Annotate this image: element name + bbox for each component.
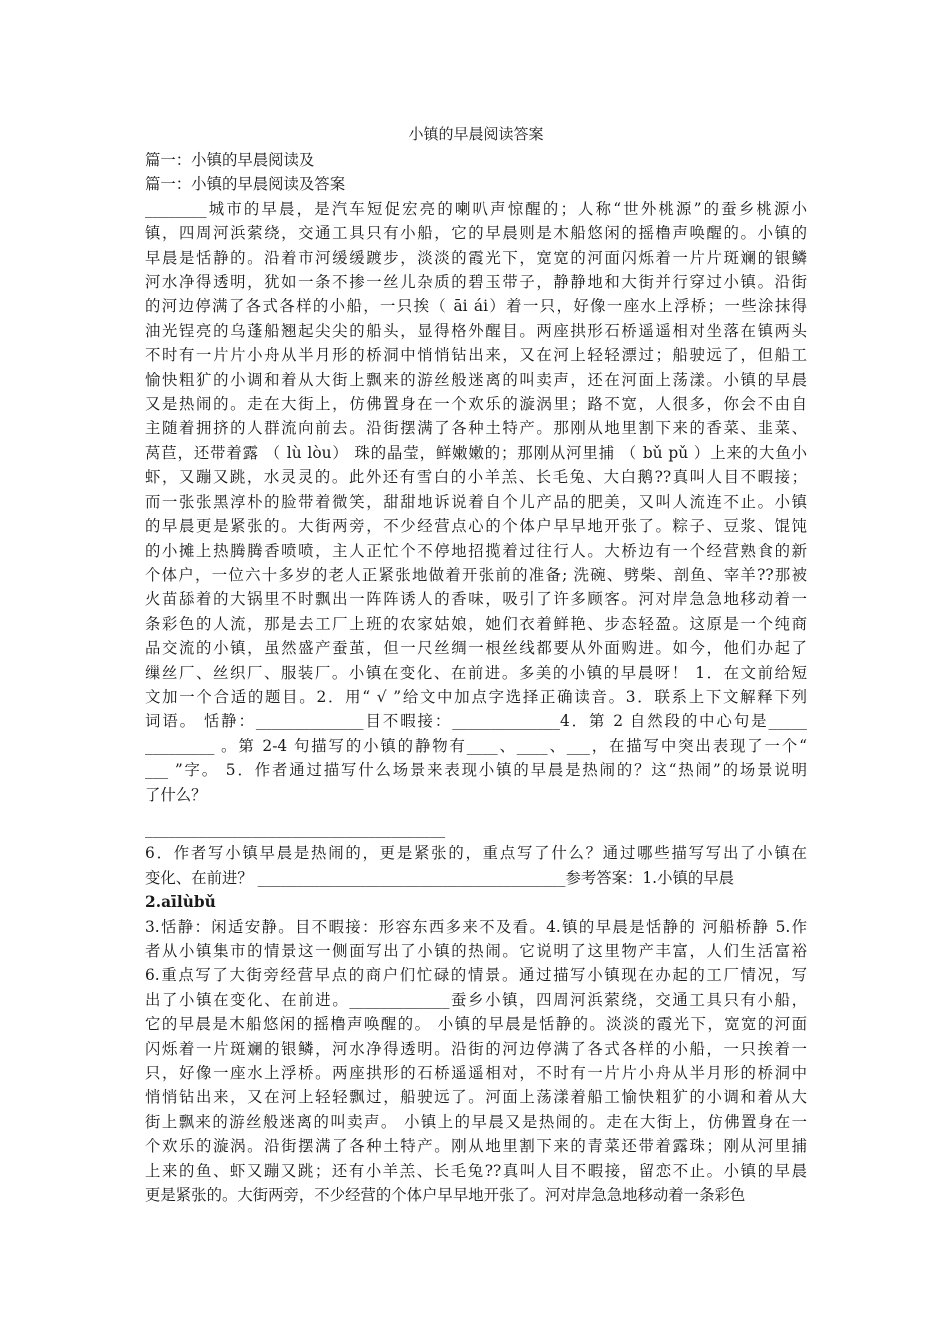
text-line: 了什么？ [145, 785, 207, 804]
text-line: 悄悄钻出来，又在河上轻轻飘过，船驶远了。河面上荡漾着船工愉快粗犷的小调和着从大 [145, 1088, 807, 1107]
text-line: 的早晨更是紧张的。大街两旁，不少经营点心的个体户早早地开张了。粽子、豆浆、馄饨 [145, 517, 807, 536]
text-line: 个欢乐的漩涡。沿街摆满了各种土特产。刚从地里割下来的青菜还带着露珠；刚从河里捕 [145, 1137, 807, 1156]
text-line: 的小摊上热腾腾香喷喷，主人正忙个不停地招揽着过往行人。大桥边有一个经营熟食的新 [145, 541, 807, 560]
text-line: 火苗舔着的大锅里不时飘出一阵阵诱人的香味，吸引了许多顾客。河对岸急急地移动着一 [145, 590, 807, 609]
text-line: ___ ”字。 5．作者通过描写什么场景来表现小镇的早晨是热闹的？这“热闹”的场景说明 [145, 761, 807, 780]
text-line: _________ 。第 2-4 句描写的小镇的静物有____、____、___，在描写中突出表现了一个“ [145, 736, 807, 755]
pinyin-answer: 2.aīlùbǔ [145, 893, 216, 912]
text-line: 条彩色的人流，那是去工厂上班的农家姑娘，她们衣着鲜艳、步态轻盈。这原是一个纯商 [145, 614, 807, 633]
text-line: 上来的鱼、虾又蹦又跳；还有小羊羔、长毛兔??真叫人目不暇接，留恋不止。小镇的早晨 [145, 1161, 807, 1180]
text-line: 词语。 恬静：______________目不暇接：______________4．第 2 自然段的中心句是_____ [145, 712, 807, 731]
question-six [145, 841, 807, 890]
answer-separator: _______________________________________ [145, 819, 446, 838]
text-line: 缫丝厂、丝织厂、服装厂。小镇在变化、在前进。多美的小镇的早晨呀！ 1．在文前给短 [145, 663, 807, 682]
text-line: 更是紧张的。大街两旁，不少经营的个体户早早地开张了。河对岸急急地移动着一条彩色 [145, 1186, 746, 1205]
text-line: 闪烁着一片斑斓的银鳞，河水净得透明。沿街的河边停满了各式各样的小船，一只挨着一 [145, 1039, 807, 1058]
answer-body [145, 915, 807, 1208]
text-line: 街上飘来的游丝般迷离的叫卖声。 小镇上的早晨又是热闹的。走在大街上，仿佛置身在一 [145, 1112, 807, 1131]
text-line: 它的早晨是木船悠闲的摇橹声唤醒的。 小镇的早晨是恬静的。淡淡的霞光下，宽宽的河面 [145, 1015, 807, 1034]
text-line: 篇一：小镇的早晨阅读及答案 [145, 175, 346, 194]
text-line: 只，好像一座水上浮桥。两座拱形的石桥遥遥相对，不时有一片片小舟从半月形的桥洞中 [145, 1064, 807, 1083]
text-line: 愉快粗犷的小调和着从大街上飘来的游丝般迷离的叫卖声，还在河面上荡漾。小镇的早晨 [145, 370, 807, 389]
text-line: 3.恬静：闲适安静。目不暇接：形容东西多来不及看。4.镇的早晨是恬静的 河船桥静 5.作 [145, 917, 807, 936]
text-line: 变化、在前进？ ________________________________________参考答案：1.小镇的早晨 [145, 868, 735, 887]
text-line: 而一张张黑淳朴的脸带着微笑，甜甜地诉说着自个儿产品的肥美，又叫人流连不止。小镇 [145, 492, 807, 511]
text-line: 主随着拥挤的人群流向前去。沿街摆满了各种土特产。那刚从地里割下来的香菜、韭菜、 [145, 419, 807, 438]
text-line: 莴苣，还带着露 （ lù lòu） 珠的晶莹，鲜嫩嫩的；那刚从河里捕 （ bǔ pǔ ）上来的大鱼小 [145, 443, 807, 462]
text-line: 不时有一片片小舟从半月形的桥洞中悄悄钻出来，又在河上轻轻漂过；船驶远了，但船工 [145, 346, 807, 365]
text-line: 出了小镇在变化、在前进。_____________蚕乡小镇，四周河浜萦绕，交通工具只有小船， [145, 990, 807, 1009]
document-title: 小镇的早晨阅读答案 [408, 125, 544, 143]
text-line: 个体户，一位六十多岁的老人正紧张地做着开张前的准备; 洗碗、劈柴、剖鱼、宰羊??那被 [145, 565, 807, 584]
text-line: 河水净得透明，犹如一条不掺一丝儿杂质的碧玉带子，静静地和大街并行穿过小镇。沿街 [145, 273, 807, 292]
text-line: 6.重点写了大街旁经营早点的商户们忙碌的情景。通过描写小镇现在办起的工厂情况，写 [145, 966, 807, 985]
text-line: 品交流的小镇，虽然盛产蚕茧，但一尺丝绸一根丝线都要从外面购进。如今，他们办起了 [145, 639, 807, 658]
text-line: ________城市的早晨，是汽车短促宏亮的喇叭声惊醒的；人称“世外桃源”的蚕乡桃源小 [145, 199, 807, 218]
text-line: 篇一：小镇的早晨阅读及 [145, 151, 315, 169]
text-line: 文加一个合适的题目。2．用“ √ ”给文中加点字选择正确读音。3．联系上下文解释下列 [145, 687, 807, 706]
spacer [145, 807, 807, 817]
text-line: 虾，又蹦又跳，水灵灵的。此外还有雪白的小羊羔、长毛兔、大白鹅??真叫人目不暇接； [145, 468, 807, 487]
text-line: 镇，四周河浜萦绕，交通工具只有小船，它的早晨则是木船悠闲的摇橹声唤醒的。小镇的 [145, 224, 807, 243]
text-line: 油光锃亮的乌蓬船翘起尖尖的船头，显得格外醒目。两座拱形石桥遥遥相对坐落在镇两头 [145, 321, 807, 340]
document-page [145, 120, 807, 1207]
text-line: 的河边停满了各式各样的小船，一只挨（ āi ái）着一只，好像一座水上浮桥；一些涂抹得 [145, 297, 807, 316]
text-line: 又是热闹的。走在大街上，仿佛置身在一个欢乐的漩涡里；路不宽，人很多，你会不由自 [145, 395, 807, 414]
text-line: 者从小镇集市的情景这一侧面写出了小镇的热闹。它说明了这里物产丰富，人们生活富裕 [145, 942, 807, 960]
text-line: 早晨是恬静的。沿着市河缓缓踱步，淡淡的霞光下，宽宽的河面闪烁着一片片斑斓的银鳞 [145, 248, 807, 267]
article-body [145, 148, 807, 807]
text-line: 6．作者写小镇早晨是热闹的，更是紧张的，重点写了什么？通过哪些描写写出了小镇在 [145, 844, 807, 863]
